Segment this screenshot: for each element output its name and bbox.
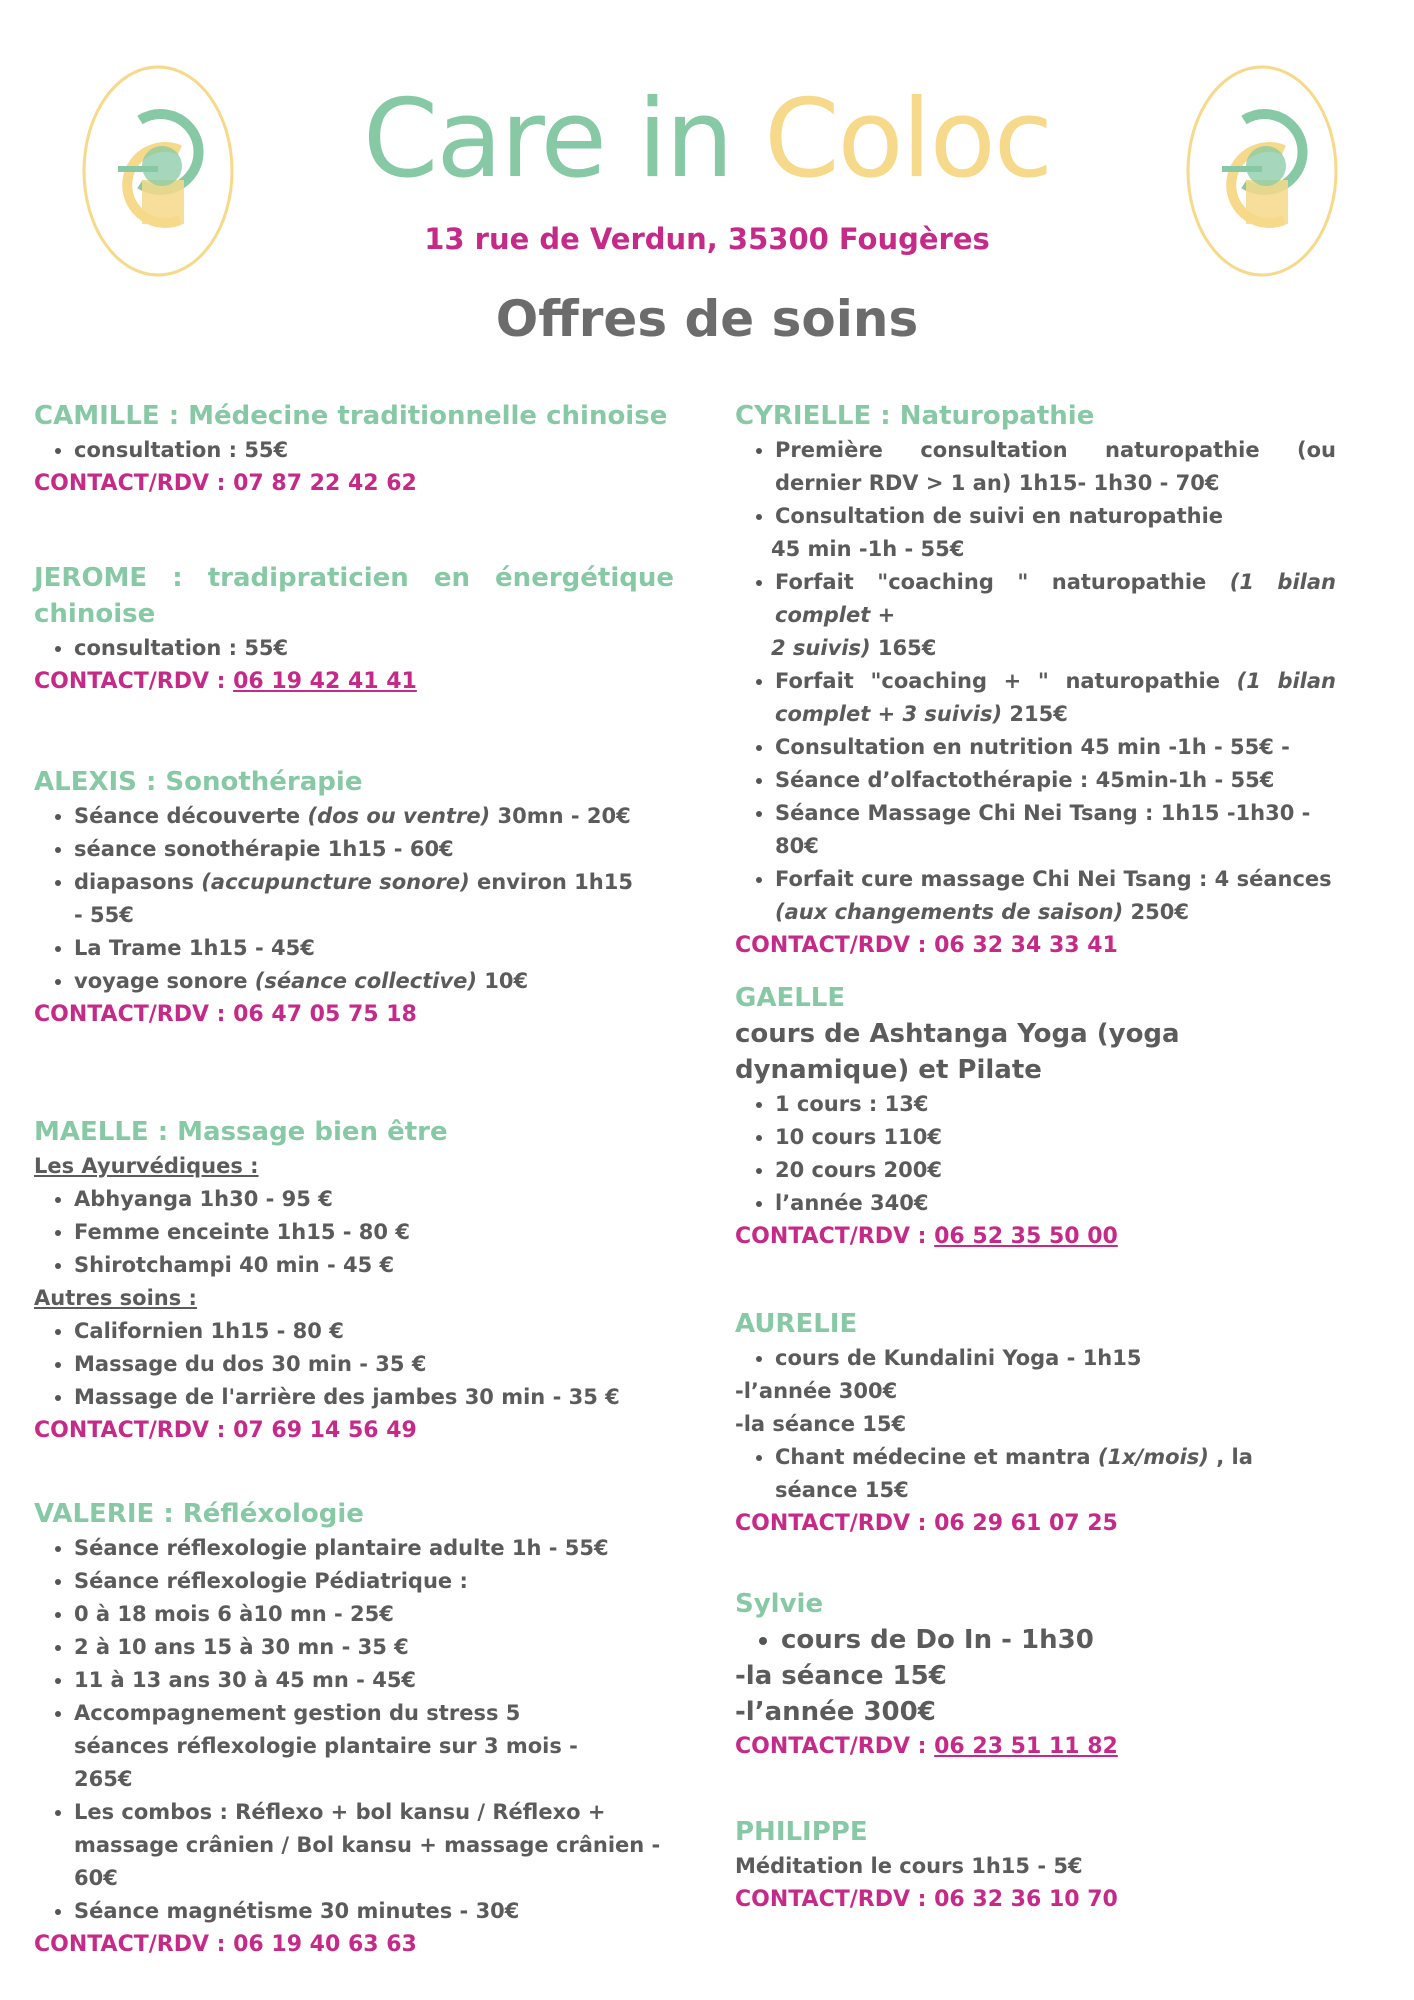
service-list xyxy=(735,434,1336,533)
list-item: • Abhyanga 1h30 - 95 € xyxy=(74,1183,674,1216)
contact-label: CONTACT/RDV : xyxy=(735,1224,935,1249)
section-philippe xyxy=(735,1814,1336,1916)
phone-number[interactable]: 06 23 51 11 82 xyxy=(934,1734,1118,1759)
list-item: • voyage sonore (séance collective) 10€ xyxy=(74,965,674,998)
subsection-title: Autres soins : xyxy=(34,1286,197,1310)
list-item: • consultation : 55€ xyxy=(74,434,674,467)
section-sylvie xyxy=(735,1586,1336,1763)
list-item: • 1 cours : 13€ xyxy=(775,1088,1336,1121)
contact-line xyxy=(34,1928,674,1961)
section-valerie xyxy=(34,1496,674,1961)
list-item: • Séance réflexologie Pédiatrique : xyxy=(74,1565,674,1598)
list-item: • cours de Kundalini Yoga - 1h15 xyxy=(775,1342,1336,1375)
service-list xyxy=(34,1183,674,1282)
list-item: • 20 cours 200€ xyxy=(775,1154,1336,1187)
contact-label: CONTACT/RDV : xyxy=(735,1887,935,1912)
contact-line xyxy=(735,929,1336,962)
list-item: • Consultation en nutrition 45 min -1h - 55€ - xyxy=(775,731,1336,764)
price-line: -l’année 300€ xyxy=(735,1697,936,1727)
section-heading: AURELIE xyxy=(735,1309,858,1339)
brand-title xyxy=(0,77,1414,202)
section-jerome xyxy=(34,560,674,698)
contact-label: CONTACT/RDV : xyxy=(34,1418,234,1443)
section-alexis xyxy=(34,764,674,1031)
contact-label: CONTACT/RDV : xyxy=(34,1932,234,1957)
service-list xyxy=(735,665,1336,929)
contact-line xyxy=(34,467,674,500)
section-heading: VALERIE : Réfléxologie xyxy=(34,1499,364,1529)
contact-label: CONTACT/RDV : xyxy=(34,1002,234,1027)
section-heading: CAMILLE : Médecine traditionnelle chinoise xyxy=(34,401,668,431)
list-item: • Séance d’olfactothérapie : 45min-1h - 55€ xyxy=(775,764,1336,797)
service-list xyxy=(34,800,674,998)
page-title: Offres de soins xyxy=(495,290,919,348)
list-item-continuation: 2 suivis) 165€ xyxy=(771,636,937,660)
list-item: • diapasons (accupuncture sonore) environ 1h15 - 55€ xyxy=(74,866,674,932)
contact-line xyxy=(735,1507,1336,1540)
section-heading: JEROME : tradipraticien en énergétique xyxy=(34,563,674,593)
list-item: • Accompagnement gestion du stress 5 séances réflexologie plantaire sur 3 mois - 265€ xyxy=(74,1697,674,1796)
list-item: • Chant médecine et mantra (1x/mois) , la séance 15€ xyxy=(775,1441,1336,1507)
list-item: • Séance réflexologie plantaire adulte 1h - 55€ xyxy=(74,1532,674,1565)
contact-line xyxy=(735,1220,1336,1253)
phone-number[interactable]: 07 87 22 42 62 xyxy=(233,471,417,496)
list-item: • Massage du dos 30 min - 35 € xyxy=(74,1348,674,1381)
service-list xyxy=(34,434,674,467)
service-list xyxy=(34,632,674,665)
list-item: • séance sonothérapie 1h15 - 60€ xyxy=(74,833,674,866)
subsection-title: Les Ayurvédiques : xyxy=(34,1154,259,1178)
list-item: • Forfait "coaching + " naturopathie (1 bilan complet + 3 suivis) 215€ xyxy=(775,665,1336,731)
section-heading: ALEXIS : Sonothérapie xyxy=(34,767,363,797)
list-item: • Femme enceinte 1h15 - 80 € xyxy=(74,1216,674,1249)
list-item: • 10 cours 110€ xyxy=(775,1121,1336,1154)
address: 13 rue de Verdun, 35300 Fougères xyxy=(424,222,990,256)
brand-title-part1: Care in xyxy=(362,77,732,202)
contact-label: CONTACT/RDV : xyxy=(735,933,935,958)
price-line: -la séance 15€ xyxy=(735,1661,947,1691)
section-heading: CYRIELLE : Naturopathie xyxy=(735,401,1095,431)
phone-number[interactable]: 06 19 42 41 41 xyxy=(233,669,417,694)
section-heading-cont: chinoise xyxy=(34,599,156,629)
service-list xyxy=(735,1088,1336,1220)
list-item: • Les combos : Réflexo + bol kansu / Réflexo + massage crânien / Bol kansu + massage crânien - 60€ xyxy=(74,1796,674,1895)
list-item: • Séance Massage Chi Nei Tsang : 1h15 -1h30 - 80€ xyxy=(775,797,1336,863)
phone-number[interactable]: 06 19 40 63 63 xyxy=(233,1932,417,1957)
phone-number[interactable]: 06 52 35 50 00 xyxy=(934,1224,1118,1249)
list-item: • 2 à 10 ans 15 à 30 mn - 35 € xyxy=(74,1631,674,1664)
contact-line xyxy=(34,1414,674,1447)
phone-number[interactable]: 06 47 05 75 18 xyxy=(233,1002,417,1027)
list-item: • Shirotchampi 40 min - 45 € xyxy=(74,1249,674,1282)
contact-label: CONTACT/RDV : xyxy=(735,1511,935,1536)
service-list xyxy=(735,566,1336,632)
contact-label: CONTACT/RDV : xyxy=(34,669,234,694)
section-subtitle: cours de Ashtanga Yoga (yoga dynamique) et Pilate xyxy=(735,1019,1180,1085)
service-list xyxy=(735,1622,1336,1658)
phone-number[interactable]: 06 32 36 10 70 xyxy=(934,1887,1118,1912)
price-line: -la séance 15€ xyxy=(735,1412,907,1436)
contact-line xyxy=(34,665,674,698)
section-maelle xyxy=(34,1114,674,1447)
list-item: • La Trame 1h15 - 45€ xyxy=(74,932,674,965)
list-item: • Californien 1h15 - 80 € xyxy=(74,1315,674,1348)
list-item: • Massage de l'arrière des jambes 30 min - 35 € xyxy=(74,1381,674,1414)
list-item: • Première consultation naturopathie (ou dernier RDV > 1 an) 1h15- 1h30 - 70€ xyxy=(775,434,1336,500)
list-item: • cours de Do In - 1h30 xyxy=(781,1622,1336,1658)
contact-label: CONTACT/RDV : xyxy=(34,471,234,496)
price-line: -l’année 300€ xyxy=(735,1379,898,1403)
section-heading: Sylvie xyxy=(735,1589,824,1619)
section-heading: GAELLE xyxy=(735,983,846,1013)
list-item: • 11 à 13 ans 30 à 45 mn - 45€ xyxy=(74,1664,674,1697)
section-cyrielle xyxy=(735,398,1336,962)
service-list xyxy=(735,1342,1336,1375)
section-camille xyxy=(34,398,674,500)
list-item: • Forfait "coaching " naturopathie (1 bilan complet + xyxy=(775,566,1336,632)
list-item: • consultation : 55€ xyxy=(74,632,674,665)
list-item: • 0 à 18 mois 6 à10 mn - 25€ xyxy=(74,1598,674,1631)
section-heading: MAELLE : Massage bien être xyxy=(34,1117,448,1147)
service-list xyxy=(735,1441,1336,1507)
list-item: • Séance magnétisme 30 minutes - 30€ xyxy=(74,1895,674,1928)
price-line: Méditation le cours 1h15 - 5€ xyxy=(735,1854,1083,1878)
phone-number[interactable]: 06 29 61 07 25 xyxy=(934,1511,1118,1536)
contact-line xyxy=(735,1730,1336,1763)
list-item: • Forfait cure massage Chi Nei Tsang : 4 séances (aux changements de saison) 250€ xyxy=(775,863,1336,929)
list-item: • Séance découverte (dos ou ventre) 30mn - 20€ xyxy=(74,800,674,833)
contact-label: CONTACT/RDV : xyxy=(735,1734,935,1759)
list-item-continuation: 45 min -1h - 55€ xyxy=(771,537,965,561)
list-item: • l’année 340€ xyxy=(775,1187,1336,1220)
phone-number[interactable]: 06 32 34 33 41 xyxy=(934,933,1118,958)
contact-line xyxy=(735,1883,1336,1916)
list-item: • Consultation de suivi en naturopathie xyxy=(775,500,1336,533)
phone-number[interactable]: 07 69 14 56 49 xyxy=(233,1418,417,1443)
service-list xyxy=(34,1532,674,1928)
brand-title-part2: Coloc xyxy=(764,77,1052,202)
contact-line xyxy=(34,998,674,1031)
section-gaelle xyxy=(735,980,1336,1253)
section-aurelie xyxy=(735,1306,1336,1540)
section-heading: PHILIPPE xyxy=(735,1817,868,1847)
service-list xyxy=(34,1315,674,1414)
